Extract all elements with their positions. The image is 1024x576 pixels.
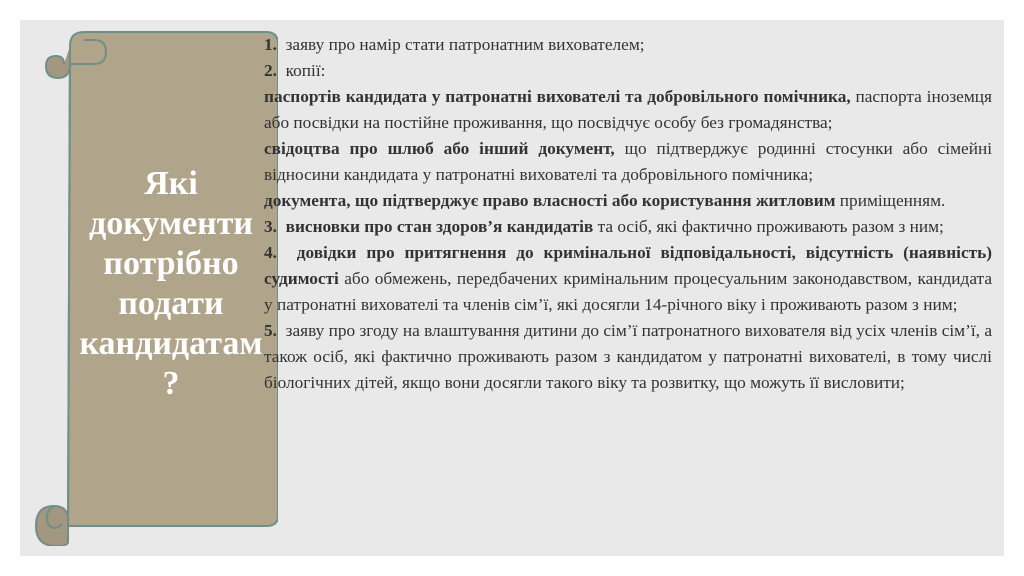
item-bold-text: висновки про стан здоров’я кандидатів	[285, 217, 594, 236]
slide	[20, 20, 1004, 556]
item-text: копії:	[285, 61, 326, 80]
scroll-banner	[34, 26, 278, 546]
item-text: або обмежень, передбачених кримінальним процесуальним законодавством, кандидата у патронатні вихователі та членів сім’ї, які досягли 14-річного віку і проживають разом з ним;	[264, 269, 992, 314]
sidebar-title-line: кандидатам	[79, 325, 263, 362]
item-number: 3.	[264, 217, 277, 236]
sub-item	[264, 188, 992, 214]
sidebar-title	[72, 164, 270, 404]
sidebar-title-line: потрібно	[103, 245, 239, 282]
list-item	[264, 58, 992, 84]
item-bold-text: довідки про притягнення до кримінальної відповідальності, відсутність (наявність) судимості	[264, 243, 992, 288]
item-text: приміщенням.	[835, 191, 946, 210]
list-item	[264, 214, 992, 240]
item-bold-text: свідоцтва про шлюб або інший документ,	[264, 139, 615, 158]
sub-item	[264, 84, 992, 136]
item-text: та осіб, які фактично проживають разом з ним;	[593, 217, 944, 236]
list-item	[264, 240, 992, 318]
sidebar-title-line: подати	[118, 285, 224, 322]
item-number: 4.	[264, 243, 277, 262]
item-number: 2.	[264, 61, 277, 80]
sidebar-title-line: документи	[89, 205, 253, 242]
item-bold-text: документа, що підтверджує право власності або користування житловим	[264, 191, 836, 210]
item-text: що підтверджує родинні стосунки або сімейні відносини кандидата у патронатні вихователі та добровільного помічника;	[264, 139, 993, 184]
sidebar-title-line: ?	[162, 365, 180, 402]
item-number: 1.	[264, 35, 277, 54]
item-text: заяву про згоду на влаштування дитини до сім’ї патронатного вихователя від усіх членів сім’ї, а також осіб, які фактично проживають разом з кандидатом у патронатні вихователі, в тому числі біологічних дітей, якщо вони досягли такого віку та розвитку, що можуть її висловити;	[264, 321, 992, 392]
document-list	[264, 32, 992, 396]
list-item	[264, 32, 992, 58]
list-item	[264, 318, 992, 396]
item-text: заяву про намір стати патронатним вихователем;	[285, 35, 645, 54]
item-text: паспорта іноземця або посвідки на постійне проживання, що посвідчує особу без громадянства;	[264, 87, 992, 132]
item-number: 5.	[264, 321, 277, 340]
sub-item	[264, 136, 992, 188]
sidebar-title-line: Які	[144, 165, 198, 202]
item-bold-text: паспортів кандидата у патронатні вихователі та добровільного помічника,	[264, 87, 851, 106]
